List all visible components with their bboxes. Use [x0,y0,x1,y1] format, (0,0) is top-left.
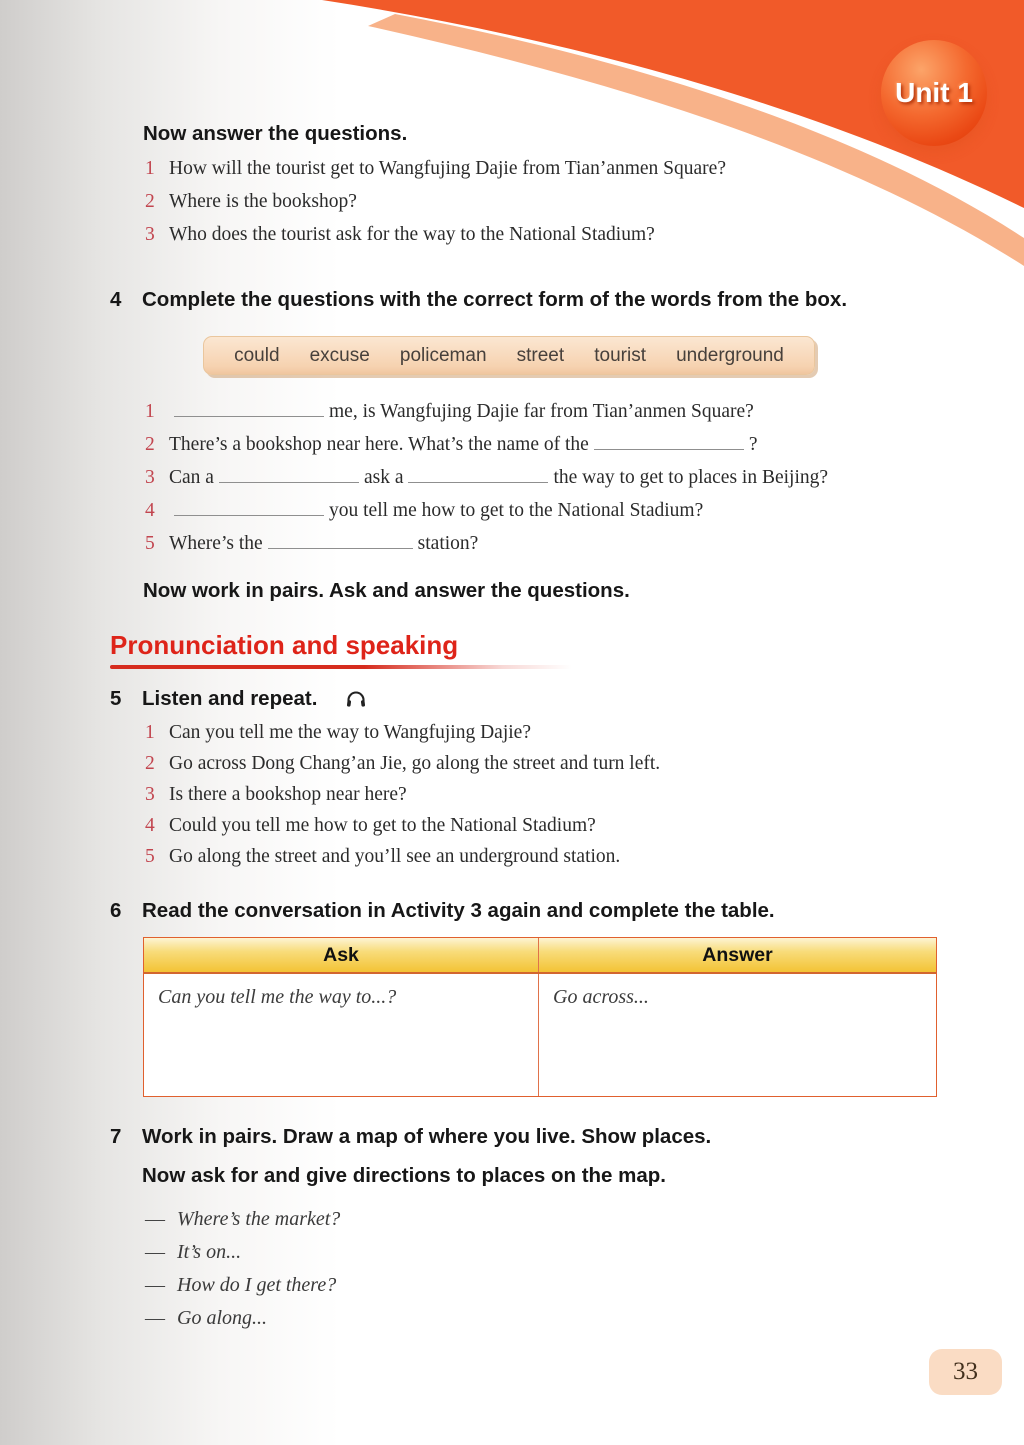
now-answer-heading: Now answer the questions. [143,122,408,145]
table-cell-ask: Can you tell me the way to...? [144,974,539,1096]
unit-badge [881,40,987,146]
word-box-word: could [234,344,280,366]
item-text: There’s a bookshop near here. What’s the name of the [169,434,589,455]
item-text: Go along the street and you’ll see an underground station. [169,846,621,867]
section-heading-underline [110,665,572,669]
list-item [145,810,660,841]
fill-blank-item [145,395,828,428]
dialogue-dash: — [145,1241,165,1263]
item-text: the way to get to places in Beijing? [553,467,829,488]
table-body-row [144,974,936,1096]
word-box-word: tourist [594,344,646,366]
fill-blank-item [145,461,828,494]
table-header-ask: Ask [144,938,539,972]
item-number: 3 [145,784,155,805]
fill-blank-item [145,527,828,560]
item-text: Where’s the [169,533,263,554]
activity4-question-list [145,395,828,560]
dialogue-text: Go along... [177,1307,267,1329]
item-text: ask a [363,467,404,488]
word-box-word: excuse [309,344,370,366]
dialogue-dash: — [145,1274,165,1296]
dialogue-line [145,1269,340,1302]
item-number: 4 [145,500,155,521]
item-text: Could you tell me how to get to the National Stadium? [169,815,596,836]
section-heading: Pronunciation and speaking [110,630,459,660]
dialogue-line [145,1302,340,1335]
headphones-icon [344,687,368,711]
item-text: Can you tell me the way to Wangfujing Dajie? [169,722,531,743]
list-item [145,748,660,779]
item-number: 3 [145,224,155,245]
item-text: me, is Wangfujing Dajie far from Tian’anmen Square? [329,401,754,422]
activity5-number: 5 [110,687,122,710]
item-text: ? [748,434,758,455]
answer-blank [408,464,548,483]
table-cell-answer: Go across... [553,986,649,1008]
item-text: How will the tourist get to Wangfujing Dajie from Tian’anmen Square? [169,158,726,179]
activity6-title: Read the conversation in Activity 3 again and complete the table. [142,899,775,922]
fill-blank-item [145,494,828,527]
activity5-title: Listen and repeat. [142,687,318,710]
item-number: 1 [145,158,155,179]
item-number: 5 [145,533,155,554]
item-text: Is there a bookshop near here? [169,784,407,805]
activity7-dialogue [145,1203,340,1335]
dialogue-line [145,1203,340,1236]
item-number: 5 [145,846,155,867]
unit-badge-label: Unit 1 [895,77,973,108]
item-text: Can a [169,467,214,488]
list-item [145,841,660,872]
word-box [203,336,815,375]
item-number: 4 [145,815,155,836]
activity4-followup: Now work in pairs. Ask and answer the questions. [143,579,630,602]
item-text: station? [417,533,479,554]
word-box-word: street [516,344,565,366]
item-text: Go across Dong Chang’an Jie, go along the street and turn left. [169,753,661,774]
now-answer-list [145,152,726,251]
activity7-title-line2: Now ask for and give directions to places on the map. [142,1164,667,1187]
answer-blank [174,497,324,516]
item-number: 2 [145,434,155,455]
list-item [145,152,726,185]
page-number: 33 [953,1358,978,1385]
table-header-answer: Answer [702,943,773,966]
activity7-number: 7 [110,1125,122,1148]
answer-blank [268,530,413,549]
answer-blank [594,431,744,450]
activity6-number: 6 [110,899,122,922]
activity5-list [145,717,660,872]
item-text: you tell me how to get to the National Stadium? [329,500,704,521]
list-item [145,717,660,748]
activity4-title: Complete the questions with the correct form of the words from the box. [142,288,848,311]
activity7-title-line1: Work in pairs. Draw a map of where you live. Show places. [142,1125,712,1148]
dialogue-dash: — [145,1208,165,1230]
word-box-word: underground [676,344,784,366]
item-number: 1 [145,722,155,743]
dialogue-text: Where’s the market? [177,1208,341,1230]
list-item [145,218,726,251]
word-box-word: policeman [399,344,487,366]
dialogue-text: How do I get there? [177,1274,337,1296]
item-number: 2 [145,191,155,212]
list-item [145,779,660,810]
dialogue-dash: — [145,1307,165,1329]
item-number: 2 [145,753,155,774]
item-number: 1 [145,401,155,422]
item-number: 3 [145,467,155,488]
item-text: Where is the bookshop? [169,191,357,212]
answer-blank [219,464,359,483]
answer-blank [174,398,324,417]
page-number-badge [929,1349,1002,1395]
list-item [145,185,726,218]
item-text: Who does the tourist ask for the way to the National Stadium? [169,224,655,245]
ask-answer-table [143,937,937,1097]
activity4-number: 4 [110,288,122,311]
dialogue-text: It’s on... [177,1241,242,1263]
table-header-row [144,938,936,974]
dialogue-line [145,1236,340,1269]
fill-blank-item [145,428,828,461]
